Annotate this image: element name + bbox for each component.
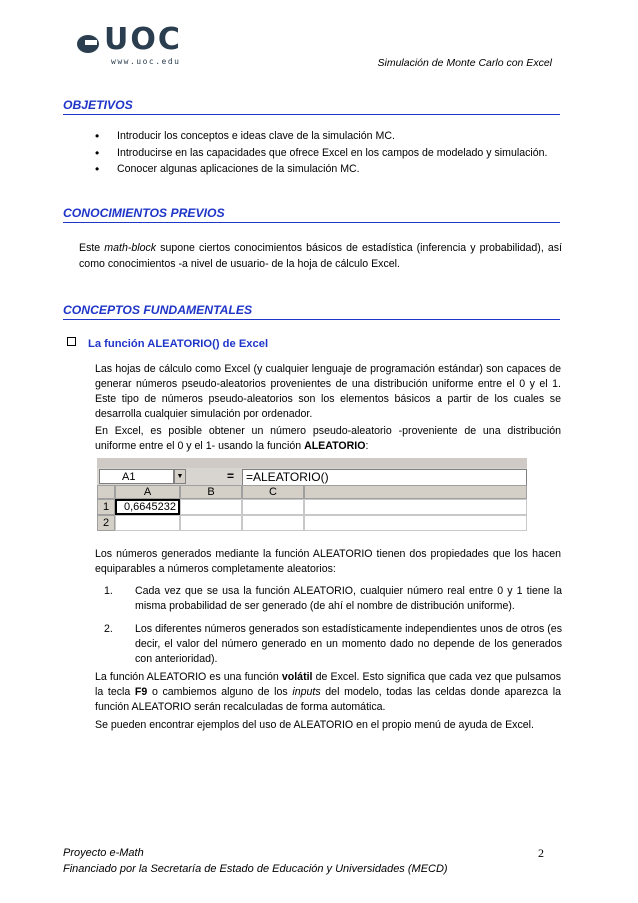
- checkbox-bullet-icon: [67, 337, 76, 346]
- list-item: 1. Cada vez que se usa la función ALEATORIO, cualquier número real entre 0 y 1 tiene la misma probabilidad de ser generado (de ahí el nombre de distribución uniforme).: [104, 585, 562, 612]
- excel-screenshot: [97, 458, 527, 529]
- excel-row-header: 1: [97, 499, 115, 515]
- section-conocimientos-title: CONOCIMIENTOS PREVIOS: [63, 206, 560, 223]
- excel-cell: [180, 515, 242, 531]
- list-item: • Introducir los conceptos e ideas clave de la simulación MC.: [95, 128, 547, 145]
- paragraph-3: Los números generados mediante la función ALEATORIO tienen dos propiedades que los hacen equiparables a números completamente aleatorios:: [95, 548, 561, 575]
- objetivos-list: [95, 128, 547, 178]
- logo-text: UOC: [104, 22, 182, 57]
- paragraph-5: Se pueden encontrar ejemplos del uso de ALEATORIO en el propio menú de ayuda de Excel.: [95, 719, 534, 731]
- excel-dropdown-icon: ▼: [174, 469, 186, 484]
- excel-cell: [115, 515, 180, 531]
- page-number: 2: [538, 846, 544, 860]
- excel-name-box: A1: [99, 469, 174, 484]
- list-item: • Conocer algunas aplicaciones de la simulación MC.: [95, 161, 547, 178]
- section-objetivos-title: OBJETIVOS: [63, 98, 560, 115]
- excel-cell: [242, 515, 304, 531]
- excel-formula-bar: =ALEATORIO(): [242, 469, 527, 486]
- excel-row-header: 2: [97, 515, 115, 531]
- uoc-logo-icon: [76, 30, 100, 54]
- excel-cell: [304, 499, 527, 515]
- excel-column-header: A: [115, 485, 180, 499]
- excel-cell: [242, 499, 304, 515]
- properties-list: [104, 584, 562, 675]
- section-conceptos-title: CONCEPTOS FUNDAMENTALES: [63, 303, 560, 320]
- footer-project: Proyecto e-Math: [63, 847, 144, 859]
- paragraph-4: La función ALEATORIO es una función volátil de Excel. Esto significa que cada vez que pulsamos la tecla F9 o cambiemos alguno de los inputs del modelo, todas las celdas donde aparezca la función ALEATORIO serán recalculadas de forma automática.: [95, 671, 561, 713]
- excel-column-header: B: [180, 485, 242, 499]
- footer-funding: Financiado por la Secretaría de Estado de Educación y Universidades (MECD): [63, 863, 448, 875]
- excel-column-header-empty: [304, 485, 527, 499]
- subsection-aleatorio-title: La función ALEATORIO() de Excel: [67, 337, 268, 350]
- conocimientos-text: Este math-block supone ciertos conocimientos básicos de estadística (inferencia y probabilidad), así como conocimientos -a nivel de usuario- de la hoja de cálculo Excel.: [79, 242, 562, 270]
- header-title: Simulación de Monte Carlo con Excel: [377, 57, 552, 69]
- excel-corner-header: [97, 485, 115, 499]
- excel-toolbar-strip: [97, 458, 527, 468]
- excel-cell: [304, 515, 527, 531]
- excel-column-header: C: [242, 485, 304, 499]
- list-item: 2. Los diferentes números generados son estadísticamente independientes unos de otros (es decir, el valor del número generado en un momento dado no depende de los generados con anterioridad).: [104, 623, 562, 665]
- list-item: • Introducirse en las capacidades que ofrece Excel en los campos de modelado y simulación.: [95, 145, 547, 162]
- paragraph-1: Las hojas de cálculo como Excel (y cualquier lenguaje de programación estándar) son capaces de generar números pseudo-aleatorios provenientes de una distribución uniforme entre el 0 y el 1. Este tipo de números pseudo-aleatorios son los elementos básicos a partir de los cuales se desarrolla cualquier simulación por ordenador.: [95, 363, 561, 420]
- logo-url: www.uoc.edu: [111, 57, 181, 66]
- excel-equals-sign: =: [227, 469, 235, 483]
- paragraph-2: En Excel, es posible obtener un número pseudo-aleatorio -proveniente de una distribución uniforme entre el 0 y el 1- usando la función ALEATORIO:: [95, 425, 561, 452]
- excel-cell: [180, 499, 242, 515]
- excel-cell-a1: 0,6645232: [115, 499, 180, 515]
- uoc-logo: [76, 22, 186, 68]
